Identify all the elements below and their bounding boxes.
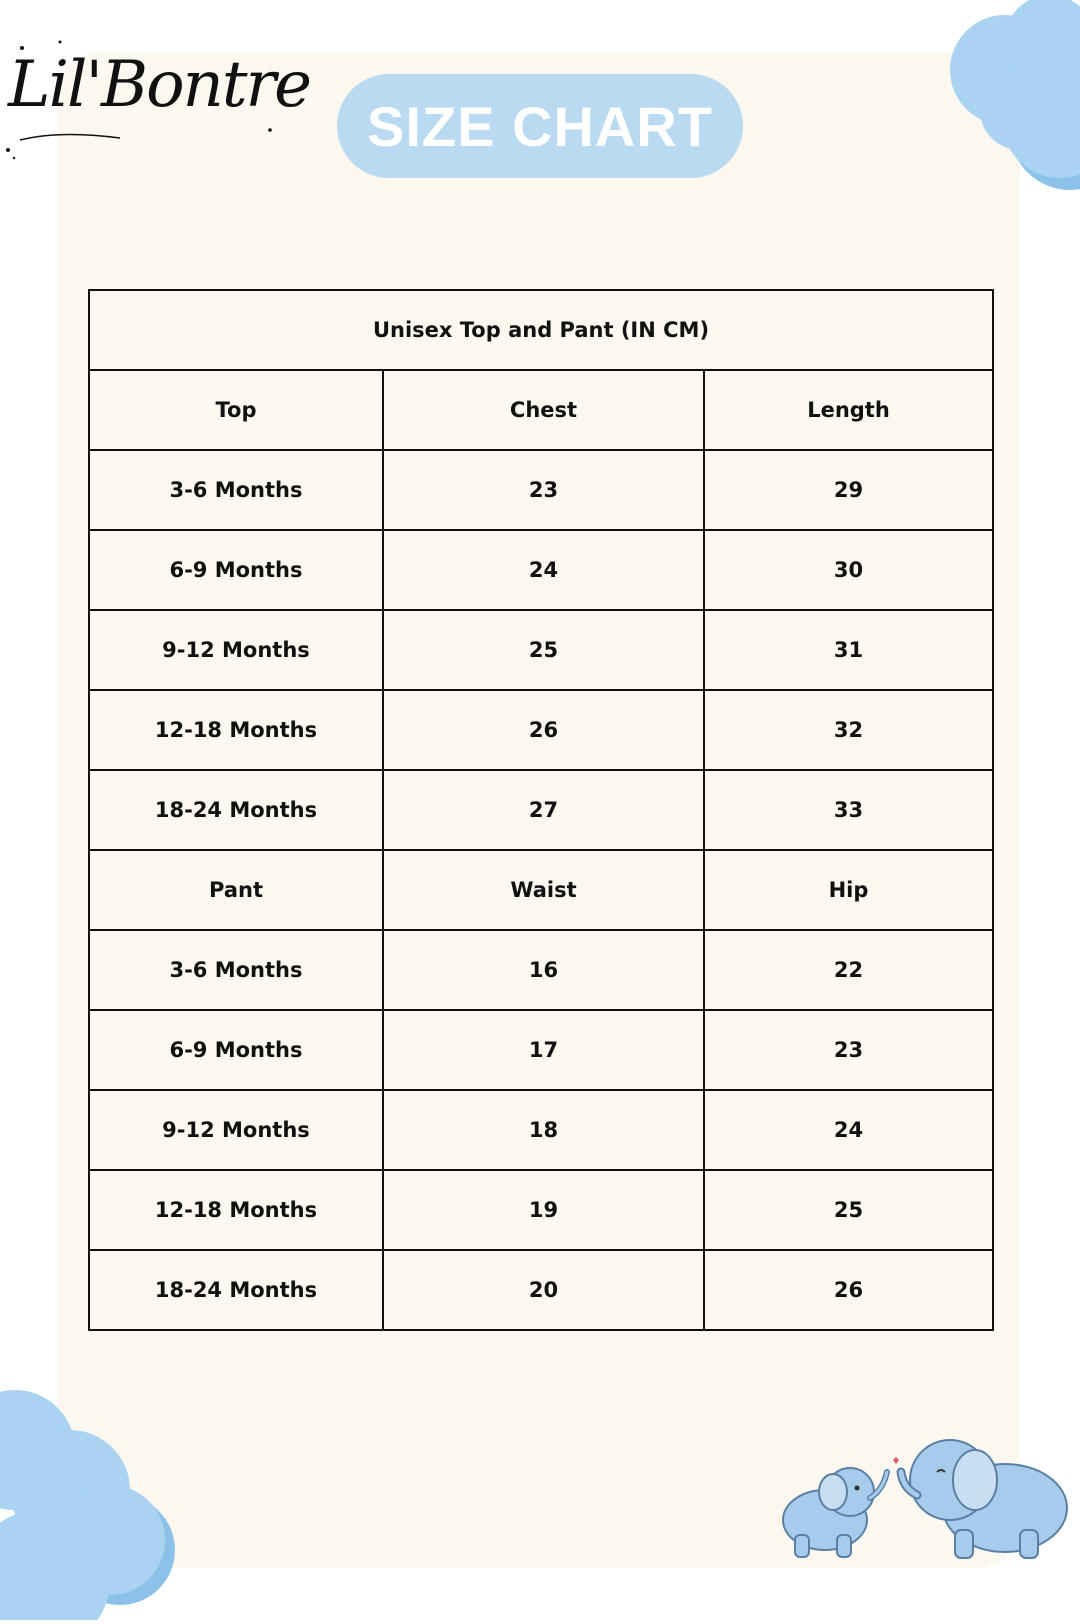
table-cell: 23 [704,1010,993,1090]
table-cell: 26 [704,1250,993,1330]
table-row [89,530,993,610]
brand-logo [0,30,310,170]
table-cell: 23 [383,450,704,530]
table-cell: 16 [383,930,704,1010]
table-row [89,930,993,1010]
table-cell: 3-6 Months [89,450,383,530]
table-caption: Unisex Top and Pant (IN CM) [89,290,993,370]
cloud-icon [0,1390,180,1620]
table-header-row [89,370,993,450]
table-cell: 12-18 Months [89,1170,383,1250]
table-cell: 9-12 Months [89,1090,383,1170]
table-cell: 22 [704,930,993,1010]
table-row [89,1250,993,1330]
cloud-icon [930,0,1080,200]
table-cell: 32 [704,690,993,770]
table-cell: 20 [383,1250,704,1330]
table-cell: 12-18 Months [89,690,383,770]
table-row [89,1010,993,1090]
page-title: SIZE CHART [367,94,713,158]
header-top: Top [89,370,383,450]
table-header-row [89,850,993,930]
table-row [89,1170,993,1250]
table-cell: 9-12 Months [89,610,383,690]
table-cell: 6-9 Months [89,530,383,610]
table-cell: 18-24 Months [89,770,383,850]
header-waist: Waist [383,850,704,930]
table-cell: 33 [704,770,993,850]
table-cell: 18-24 Months [89,1250,383,1330]
brand-logo-text: Lil'Bontre [8,48,310,122]
table-cell: 30 [704,530,993,610]
table-cell: 3-6 Months [89,930,383,1010]
table-cell: 17 [383,1010,704,1090]
table-row [89,690,993,770]
title-pill [337,74,743,178]
size-table [88,289,994,1331]
table-cell: 26 [383,690,704,770]
table-row [89,450,993,530]
table-cell: 31 [704,610,993,690]
header-chest: Chest [383,370,704,450]
header-length: Length [704,370,993,450]
table-caption-row [89,290,993,370]
table-cell: 27 [383,770,704,850]
table-cell: 25 [383,610,704,690]
table-row [89,610,993,690]
elephants-icon [765,1420,1080,1570]
table-cell: 24 [704,1090,993,1170]
table-row [89,1090,993,1170]
table-cell: 29 [704,450,993,530]
header-pant: Pant [89,850,383,930]
table-cell: 25 [704,1170,993,1250]
header-hip: Hip [704,850,993,930]
table-cell: 19 [383,1170,704,1250]
table-cell: 6-9 Months [89,1010,383,1090]
table-row [89,770,993,850]
table-cell: 18 [383,1090,704,1170]
table-cell: 24 [383,530,704,610]
